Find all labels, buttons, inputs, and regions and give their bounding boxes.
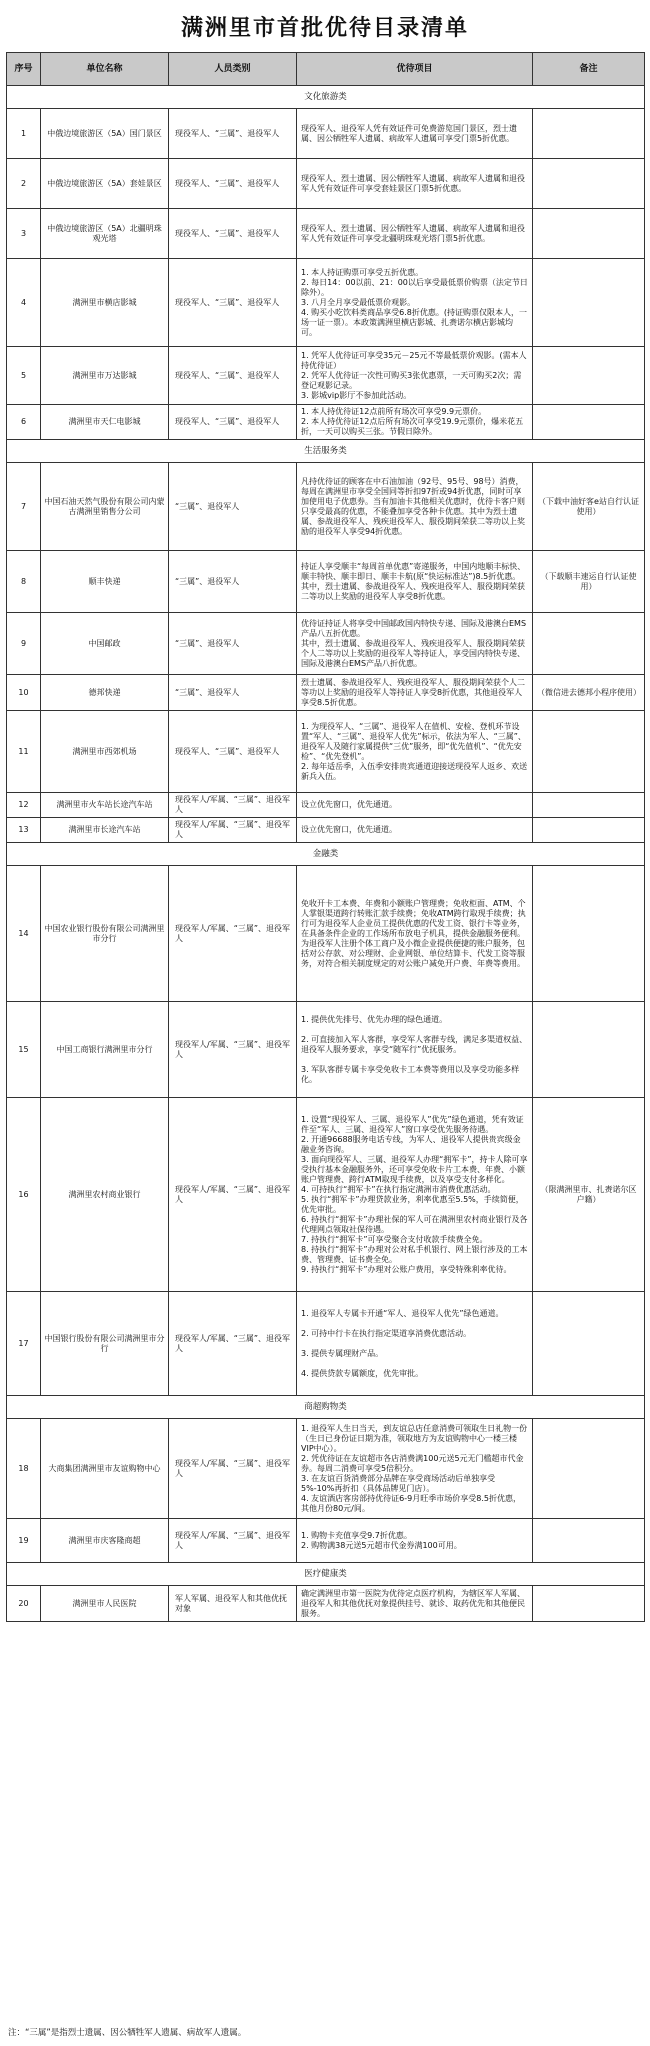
table-row [7, 613, 645, 675]
unit-name: 德邦快递 [41, 675, 169, 711]
table-row [7, 1419, 645, 1519]
unit-name: 中俄边境旅游区（5A）北疆明珠观光塔 [41, 209, 169, 259]
row-index: 3 [7, 209, 41, 259]
unit-name: 满洲里市庆客隆商超 [41, 1519, 169, 1563]
benefit-items: 优待证持证人将享受中国邮政国内特快专递、国际及港澳台EMS产品八五折优惠。 其中，烈士遗属、参战退役军人、残疾退役军人、服役期间荣获个人二等功以上奖励的退役军人等持证人，享受国内特快专递、国际及港澳台EMS产品八折优惠。 [297, 613, 533, 675]
row-index: 6 [7, 405, 41, 440]
row-index: 20 [7, 1586, 41, 1622]
personnel-category: 现役军人/军属、“三属”、退役军人 [169, 793, 297, 818]
personnel-category: 现役军人、“三属”、退役军人 [169, 209, 297, 259]
row-index: 7 [7, 463, 41, 551]
personnel-category: 现役军人/军属、“三属”、退役军人 [169, 1002, 297, 1098]
remarks [533, 1519, 645, 1563]
remarks [533, 866, 645, 1002]
personnel-category: 现役军人/军属、“三属”、退役军人 [169, 1519, 297, 1563]
remarks: （限满洲里市、扎赉诺尔区户籍） [533, 1098, 645, 1292]
section-row [7, 1563, 645, 1586]
row-index: 8 [7, 551, 41, 613]
table-row [7, 1002, 645, 1098]
benefit-items: 凡持优待证的顾客在中石油加油（92号、95号、98号）消费，每周在满洲里市享受全国同等折扣97折或94折优惠，同时可享加使用电子优惠券。当有加油卡其他相关优惠时，优待卡客户则只享受最高的优惠，不能叠加享受各种卡优惠。其中为烈士遗属、参战退役军人、残疾退役军人、服役期间荣获二等功以上奖励的退役军人享受94折优惠。 [297, 463, 533, 551]
section-row [7, 440, 645, 463]
personnel-category: 现役军人、“三属”、退役军人 [169, 405, 297, 440]
unit-name: 中俄边境旅游区（5A）国门景区 [41, 109, 169, 159]
document-title: 满洲里市首批优待目录清单 [180, 14, 469, 41]
remarks [533, 793, 645, 818]
unit-name: 满洲里市万达影城 [41, 347, 169, 405]
personnel-category: 现役军人/军属、“三属”、退役军人 [169, 866, 297, 1002]
table-row [7, 818, 645, 843]
section-title: 生活服务类 [7, 440, 645, 463]
header-benefit: 优待项目 [297, 53, 533, 86]
table-row [7, 405, 645, 440]
unit-name: 中俄边境旅游区（5A）套娃景区 [41, 159, 169, 209]
table-row [7, 209, 645, 259]
row-index: 2 [7, 159, 41, 209]
personnel-category: 现役军人、“三属”、退役军人 [169, 711, 297, 793]
personnel-category: “三属”、退役军人 [169, 463, 297, 551]
row-index: 17 [7, 1292, 41, 1396]
header-category: 人员类别 [169, 53, 297, 86]
personnel-category: “三属”、退役军人 [169, 613, 297, 675]
table-body [7, 86, 645, 1622]
personnel-category: 现役军人/军属、“三属”、退役军人 [169, 818, 297, 843]
benefit-items: 现役军人、烈士遗属、因公牺牲军人遗属、病故军人遗属和退役军人凭有效证件可享受北疆明珠观光塔门票5折优惠。 [297, 209, 533, 259]
remarks: （下载中油好客e站自行认证使用） [533, 463, 645, 551]
benefit-items: 1. 凭军人优待证可享受35元－25元不等最低票价观影。(需本人持优待证） 2. 凭军人优待证一次性可购买3张优惠票，一天可购买2次；需登记观影记录。 3. 影城vip影厅不参加此活动。 [297, 347, 533, 405]
row-index: 14 [7, 866, 41, 1002]
remarks [533, 209, 645, 259]
remarks: （微信进去德邦小程序使用） [533, 675, 645, 711]
table-row [7, 793, 645, 818]
benefit-items: 1. 退役军人专属卡开通“军人、退役军人优先”绿色通道。 2. 可持中行卡在执行指定渠道享消费优惠活动。 3. 提供专属理财产品。 4. 提供贷款专属额度，优先审批。 [297, 1292, 533, 1396]
footnote: 注：“三属”是指烈士遗属、因公牺牲军人遗属、病故军人遗属。 [8, 2028, 247, 2038]
unit-name: 满洲里市火车站长途汽车站 [41, 793, 169, 818]
remarks [533, 259, 645, 347]
unit-name: 满洲里市人民医院 [41, 1586, 169, 1622]
table-header-row [7, 53, 645, 86]
table-row [7, 551, 645, 613]
unit-name: 满洲里农村商业银行 [41, 1098, 169, 1292]
table-row [7, 866, 645, 1002]
personnel-category: “三属”、退役军人 [169, 675, 297, 711]
unit-name: 中国农业银行股份有限公司满洲里市分行 [41, 866, 169, 1002]
table-row [7, 675, 645, 711]
unit-name: 满洲里市天仁电影城 [41, 405, 169, 440]
benefit-items: 确定满洲里市第一医院为优待定点医疗机构，为辖区军人军属、退役军人和其他优抚对象提供挂号、就诊、取药优先和其他便民服务。 [297, 1586, 533, 1622]
section-row [7, 1396, 645, 1419]
personnel-category: 现役军人、“三属”、退役军人 [169, 259, 297, 347]
remarks [533, 109, 645, 159]
personnel-category: 现役军人/军属、“三属”、退役军人 [169, 1098, 297, 1292]
remarks [533, 818, 645, 843]
unit-name: 大商集团满洲里市友谊购物中心 [41, 1419, 169, 1519]
table-row [7, 1519, 645, 1563]
remarks [533, 711, 645, 793]
benefit-items: 设立优先窗口，优先通道。 [297, 818, 533, 843]
unit-name: 顺丰快递 [41, 551, 169, 613]
section-title: 文化旅游类 [7, 86, 645, 109]
table-row [7, 109, 645, 159]
remarks [533, 405, 645, 440]
table-row [7, 159, 645, 209]
remarks [533, 159, 645, 209]
personnel-category: 军人军属、退役军人和其他优抚对象 [169, 1586, 297, 1622]
row-index: 18 [7, 1419, 41, 1519]
unit-name: 中国银行股份有限公司满洲里市分行 [41, 1292, 169, 1396]
personnel-category: 现役军人、“三属”、退役军人 [169, 109, 297, 159]
benefit-items: 烈士遗属、参战退役军人、残疾退役军人、服役期间荣获个人二等功以上奖励的退役军人等持证人享受8折优惠，其他退役军人享受8.5折优惠。 [297, 675, 533, 711]
benefit-items: 1. 为现役军人、“三属”、退役军人在值机、安检、登机环节设置“军人、“三属”、退役军人优先”标示，依法为军人、“三属”、退役军人及随行家属提供“三优”服务，即“优先值机”、“优先安检”、“优先登机”。 2. 每年适岳季，入伍季安排贵宾通道迎接送现役军人返乡、欢送新兵入伍。 [297, 711, 533, 793]
header-idx: 序号 [7, 53, 41, 86]
benefit-items: 1. 设置“现役军人、三属、退役军人”优先”绿色通道，凭有效证件至“军人、三属、退役军人”窗口享受优先服务待遇。 2. 开通96688服务电话专线，为军人、退役军人提供贵宾级金融业务咨询。 3. 面向现役军人、三属、退役军人办理“拥军卡”，持卡人除可享受执行基本金融服务外，还可享受免收卡片工本费、年费、小额账户管理费、跨行ATM取现手续费，以及享受支付多样化。 4. 可持执行“拥军卡”在执行指定满洲市消费优惠活动。 5. 执行“拥军卡”办理贷款业务，利率优惠至5.5%，手续简便，优先审批。 6. 持执行“拥军卡”办理社保的军人可在满洲里农村商业银行及各代理网点领取社保待遇。 7. 持执行“拥军卡”可享受聚合支付收款手续费全免。 8. 持执行“拥军卡”办理对公对私手机银行、网上银行涉及的工本费、管理费、证书费全免。 9. 持执行“拥军卡”办理对公账户费用，享受特殊利率优待。 [297, 1098, 533, 1292]
row-index: 1 [7, 109, 41, 159]
row-index: 12 [7, 793, 41, 818]
remarks [533, 1002, 645, 1098]
benefit-items: 持证人享受顺丰“每周首单优惠”寄递服务，中国内地顺丰标快、顺丰特快、顺丰即日、顺丰卡航(原“快运标准达”)8.5折优惠。其中，烈士遗属、参战退役军人、残疾退役军人、服役期间荣获二等功以上奖励的退役军人享受8折优惠。 [297, 551, 533, 613]
unit-name: 中国工商银行满洲里市分行 [41, 1002, 169, 1098]
section-title: 金融类 [7, 843, 645, 866]
benefit-items: 免收开卡工本费、年费和小额账户管理费；免收柜面、ATM、个人掌银渠道跨行转账汇款手续费；免收ATM跨行取现手续费；执行可为退役军人企业员工提供优惠的代发工资、银行卡等业务，在具备条件企业的工作场所布放电子机具，提供金融服务便利。为退役军人注册个体工商户及小微企业提供便捷的账户服务，包括对公存款、对公理财、企业网银、单位结算卡、代发工资等服务，对符合相关制度规定的对公账户减免开户费、年费等费用。 [297, 866, 533, 1002]
benefit-items: 1. 购物卡充值享受9.7折优惠。 2. 购物满38元送5元超市代金券满100可用。 [297, 1519, 533, 1563]
benefit-items: 1. 本人持证购票可享受五折优惠。 2. 每日14：00以前、21：00以后享受最低票价购票（法定节日除外）。 3. 八月全月享受最低票价观影。 4. 购买小吃饮料类商品享受6.8折优惠。(持证购票仅限本人，一场一证一票）。本政策满洲里横店影城、扎赉诺尔横店影城均可。 [297, 259, 533, 347]
row-index: 16 [7, 1098, 41, 1292]
unit-name: 满洲里市长途汽车站 [41, 818, 169, 843]
remarks [533, 1292, 645, 1396]
section-row [7, 843, 645, 866]
personnel-category: 现役军人/军属、“三属”、退役军人 [169, 1292, 297, 1396]
personnel-category: 现役军人、“三属”、退役军人 [169, 159, 297, 209]
row-index: 13 [7, 818, 41, 843]
header-note: 备注 [533, 53, 645, 86]
section-row [7, 86, 645, 109]
table-row [7, 1292, 645, 1396]
remarks [533, 347, 645, 405]
row-index: 4 [7, 259, 41, 347]
remarks: （下载顺丰速运自行认证使用） [533, 551, 645, 613]
personnel-category: 现役军人、“三属”、退役军人 [169, 347, 297, 405]
table-row [7, 1098, 645, 1292]
benefit-items: 现役军人、烈士遗属、因公牺牲军人遗属、病故军人遗属和退役军人凭有效证件可享受套娃景区门票5折优惠。 [297, 159, 533, 209]
unit-name: 中国石油天然气股份有限公司内蒙古满洲里销售分公司 [41, 463, 169, 551]
table-row [7, 347, 645, 405]
row-index: 19 [7, 1519, 41, 1563]
benefit-items: 1. 提供优先排号、优先办理的绿色通道。 2. 可直接加入军人客群，享受军人客群专线，满足多渠道权益、退役军人服务要求，享受“随军行”优抚服务。 3. 军队客群专属卡享受免收卡工本费等费用以及享受功能多样化。 [297, 1002, 533, 1098]
row-index: 15 [7, 1002, 41, 1098]
row-index: 11 [7, 711, 41, 793]
remarks [533, 1586, 645, 1622]
row-index: 5 [7, 347, 41, 405]
table-row [7, 1586, 645, 1622]
section-title: 医疗健康类 [7, 1563, 645, 1586]
benefit-items: 1. 本人持优待证12点前所有场次可享受9.9元票价。 2. 本人持优待证12点后所有场次可享受19.9元票价，爆米花五折，一天可以购买三张。节假日除外。 [297, 405, 533, 440]
benefits-table [6, 52, 645, 1622]
benefit-items: 设立优先窗口，优先通道。 [297, 793, 533, 818]
table-row [7, 711, 645, 793]
personnel-category: “三属”、退役军人 [169, 551, 297, 613]
unit-name: 满洲里市横店影城 [41, 259, 169, 347]
table-row [7, 463, 645, 551]
benefit-items: 现役军人、退役军人凭有效证件可免费游览国门景区，烈士遗属、因公牺牲军人遗属、病故军人遗属可享受门票5折优惠。 [297, 109, 533, 159]
benefit-items: 1. 退役军人生日当天，到友谊总店任意消费可领取生日礼物一份（生日已身份证日期为准，领取地方为友谊购物中心一楼三楼VIP中心）。 2. 凭优待证在友谊超市各店消费满100元送5元无门槛超市代金券。每周二消费可享受5倍积分。 3. 在友谊百货消费部分品牌在享受商场活动后单独享受5%-10%再折扣（具体品牌见门店）。 4. 友谊酒店客房部持优待证6-9月旺季市场价享受8.5折优惠，其他月份80元/间。 [297, 1419, 533, 1519]
unit-name: 中国邮政 [41, 613, 169, 675]
remarks [533, 613, 645, 675]
row-index: 9 [7, 613, 41, 675]
personnel-category: 现役军人/军属、“三属”、退役军人 [169, 1419, 297, 1519]
header-unit: 单位名称 [41, 53, 169, 86]
unit-name: 满洲里市西郊机场 [41, 711, 169, 793]
section-title: 商超购物类 [7, 1396, 645, 1419]
remarks [533, 1419, 645, 1519]
table-row [7, 259, 645, 347]
row-index: 10 [7, 675, 41, 711]
